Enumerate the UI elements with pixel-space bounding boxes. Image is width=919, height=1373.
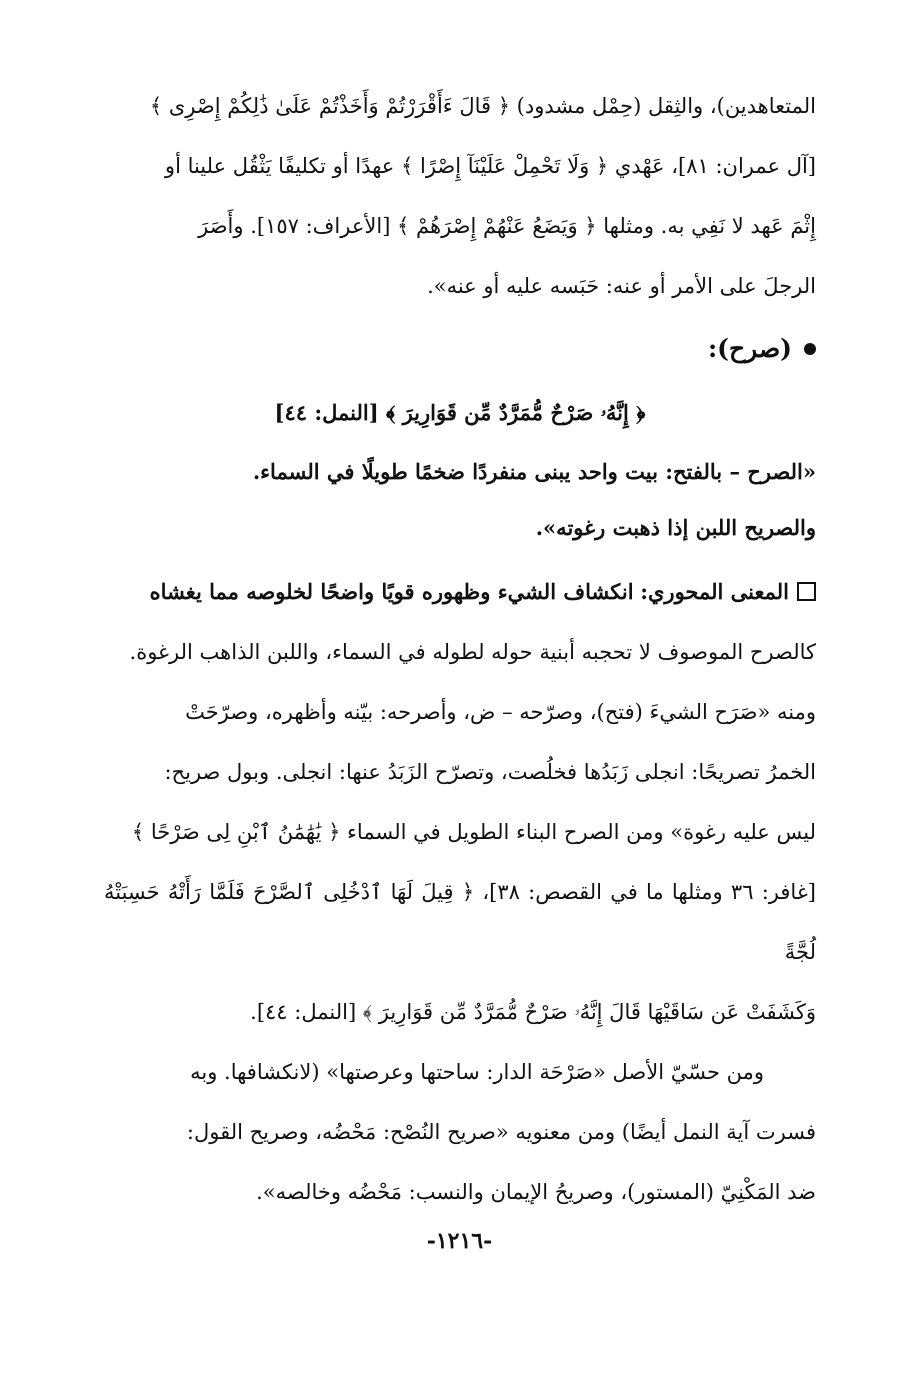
text-line: ومنه «صَرَح الشيءَ (فتح)، وصرّحه – ض، وأصرحه: بيّنه وأظهره، وصرّحَتْ	[185, 700, 816, 724]
text-line: ضد المَكْنِيّ (المستور)، وصريحُ الإيمان والنسب: مَحْضُه وخالصه».	[256, 1180, 816, 1204]
meaning-first-line: انكشاف الشيء وظهوره قويًا واضحًا لخلوصه مما يغشاه	[149, 579, 634, 604]
section-heading	[104, 316, 816, 382]
text-line: إِثْمَ عَهد لا نَفِي به. ومثلها ﴿ وَيَضَعُ عَنْهُمْ إِصْرَهُمْ ﴾ [الأعراف: ١٥٧]. وأَصَرَ	[198, 214, 816, 238]
quran-verse: ﴿ إِنَّهُۥ صَرْحٌ مُّمَرَّدٌ مِّن قَوَارِيرَ ﴾ [النمل: ٤٤]	[274, 400, 646, 425]
text-line: الرجلَ على الأمر أو عنه: حَبَسه عليه أو عنه».	[427, 274, 816, 298]
text-line: فسرت آية النمل أيضًا) ومن معنويه «صريح النُصْح: مَحْضُه، وصريح القول:	[186, 1120, 816, 1144]
text-line: كالصرح الموصوف لا تحجبه أبنية حوله لطوله في السماء، واللبن الذاهب الرغوة.	[129, 640, 816, 664]
text-line: المتعاهدين)، والثِقل (حِمْل مشدود) ﴿ قَالَ ءَأَقْرَرْتُمْ وَأَخَذْتُمْ عَلَىٰ ذَٰلِكُمْ إِصْرِى ﴾	[149, 94, 816, 118]
meaning-paragraph	[104, 562, 816, 1042]
meaning-label: المعنى المحوري:	[640, 579, 789, 604]
text-line: وَكَشَفَتْ عَن سَاقَيْهَا قَالَ إِنَّهُۥ صَرْحٌ مُّمَرَّدٌ مِّن قَوَارِيرَ ﴾ [النمل: ٤٤].	[250, 1000, 816, 1024]
text-line: «الصرح – بالفتح: بيت واحد يبنى منفردًا ضخمًا طويلًا في السماء.	[252, 459, 816, 484]
text-line: ليس عليه رغوة» ومن الصرح البناء الطويل في السماء ﴿ يَٰهَٰمَٰنُ ٱبْنِ لِى صَرْحًا ﴾	[131, 820, 816, 844]
text-line: ومن حسّيّ الأصل «صَرْحَة الدار: ساحتها وعرصتها» (لانكشافها. وبه	[190, 1060, 764, 1084]
text-line: الخمرُ تصريحًا: انجلى زَبَدُها فخلُصت، وتصرّح الزَبَدُ عنها: انجلى. وبول صريح:	[164, 760, 816, 784]
checkbox-square-icon	[797, 582, 816, 601]
definition-paragraph	[104, 444, 816, 556]
text-line: والصريح اللبن إذا ذهبت رغوته».	[535, 515, 816, 540]
text-line	[104, 562, 816, 622]
intro-paragraph	[104, 76, 816, 316]
page-content	[104, 76, 816, 1222]
text-line: [غافر: ٣٦ ومثلها ما في القصص: ٣٨]، ﴿ قِيلَ لَهَا ٱدْخُلِى ٱلصَّرْحَ فَلَمَّا رَأَتْهُ حَسِبَتْهُ لُجَّةً	[104, 880, 816, 964]
origin-paragraph	[104, 1042, 816, 1222]
text-line: [آل عمران: ٨١]، عَهْدي ﴿ وَلَا تَحْمِلْ عَلَيْنَآ إِصْرًا ﴾ عهدًا أو تكليفًا يَثْقُل علينا أو	[164, 154, 816, 178]
section-heading-text: (صرح):	[707, 334, 792, 363]
bullet-icon	[804, 343, 816, 355]
page-number: -١٢١٦-	[426, 1228, 493, 1254]
